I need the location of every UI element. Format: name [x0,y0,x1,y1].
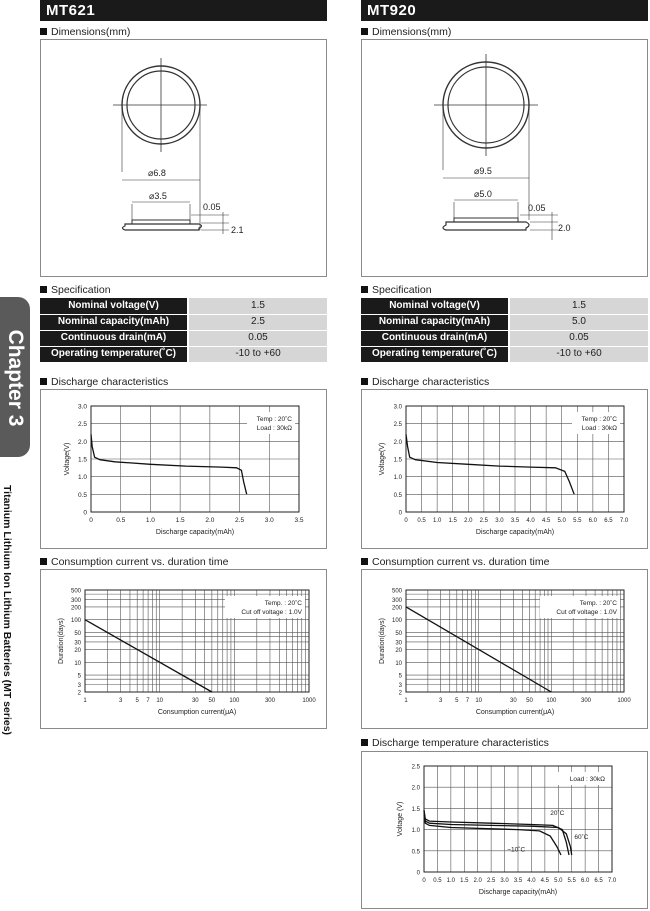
bullet-square-icon [361,378,368,385]
y-tick-label: 1.0 [77,474,87,482]
x-tick-label: 5 [455,698,459,704]
series-line [406,434,574,494]
dimensions-panel [40,39,327,277]
chart-annotation: Temp : 20˚C [581,416,617,423]
spec-label: Nominal voltage(V) [361,298,509,314]
x-tick-label: 1000 [617,698,631,704]
y-tick-label: 1.5 [411,806,420,813]
section-discharge-temp [361,737,549,750]
x-tick-label: 1.0 [432,518,442,524]
x-tick-label: 7.0 [607,878,617,884]
y-tick-label: 100 [391,618,402,625]
dimension-drawing [41,40,326,276]
chart-annotation: Load : 30kΩ [256,425,292,432]
spec-label: Operating temperature(˚C) [361,346,509,362]
y-tick-label: 300 [391,597,402,604]
bullet-square-icon [361,739,368,746]
x-tick-label: 1.5 [175,517,185,524]
spec-label: Nominal capacity(mAh) [361,314,509,330]
chart-annotation: Load : 30kΩ [569,776,605,783]
y-tick-label: 500 [70,588,81,595]
section-discharge [361,376,489,389]
consumption-chart [362,570,647,728]
spec-value: 2.5 [188,314,327,330]
x-tick-label: 30 [509,698,517,704]
x-tick-label: 10 [156,698,164,704]
model-column-mt920 [361,0,648,896]
x-tick-label: 7.0 [619,518,629,524]
spec-label: Nominal voltage(V) [40,298,188,314]
dim-height: 2.1 [231,225,244,235]
dim-inner-diameter: ⌀3.5 [149,191,167,201]
x-tick-label: 2.5 [486,878,496,884]
spec-row [40,314,327,330]
x-tick-label: 3 [118,698,123,704]
spec-label: Continuous drain(mA) [40,330,188,346]
y-tick-label: 5 [398,673,402,680]
y-tick-label: 20 [395,647,402,654]
bullet-square-icon [40,28,47,35]
series-label: −10˚C [507,846,526,854]
x-tick-label: 6.5 [604,518,613,524]
bullet-square-icon [40,558,47,565]
spec-label: Continuous drain(mA) [361,330,509,346]
x-tick-label: 1.5 [460,878,469,884]
spec-row [40,346,327,362]
x-tick-label: 3.5 [294,517,304,524]
y-tick-label: 0.5 [77,491,87,499]
spec-table [361,298,648,363]
discharge-chart-panel [361,389,648,549]
dim-outer-diameter: ⌀9.5 [474,166,492,176]
section-consumption [40,556,228,569]
discharge-chart [362,390,647,548]
y-tick-label: 30 [395,640,402,647]
x-tick-label: 10 [475,698,483,704]
chart-annotation: Cut off voltage : 1.0V [241,609,302,616]
y-tick-label: 100 [70,618,81,625]
y-axis-label: Voltage (V) [397,801,404,837]
bullet-square-icon [361,286,368,293]
y-tick-label: 3.0 [393,404,402,411]
y-tick-label: 10 [395,660,402,667]
x-tick-label: 1 [404,698,408,704]
spec-row [40,298,327,314]
section-dimensions [40,26,130,39]
y-tick-label: 2.5 [77,421,87,429]
x-tick-label: 3.0 [500,878,509,884]
spec-value: -10 to +60 [509,346,648,362]
x-tick-label: 7 [146,698,150,704]
x-tick-label: 100 [546,698,557,704]
x-tick-label: 3.0 [495,518,504,524]
section-dimensions [361,26,451,39]
x-tick-label: 5 [135,698,139,704]
section-title: Discharge characteristics [51,376,169,388]
x-tick-label: 100 [229,698,240,704]
y-tick-label: 2 [398,690,402,697]
x-axis-label: Consumption current(μA) [475,709,555,716]
chart-annotation: Load : 30kΩ [581,425,617,432]
x-tick-label: 3.5 [510,518,520,524]
x-tick-label: 0.5 [433,878,442,884]
x-tick-label: 2.0 [464,518,473,524]
x-axis-label: Discharge capacity(mAh) [155,529,235,536]
x-tick-label: 0 [89,517,93,524]
y-tick-label: 0 [416,870,420,877]
x-tick-label: 30 [191,698,199,704]
x-tick-label: 1.0 [446,878,456,884]
y-axis-label: Voltage(V) [64,442,71,476]
chart-annotation: Temp. : 20˚C [264,600,302,607]
dim-recess: 0.05 [528,203,546,213]
x-tick-label: 3.5 [513,878,523,884]
section-title: Specification [372,284,432,296]
x-tick-label: 0 [422,878,426,884]
x-tick-label: 2.0 [473,878,482,884]
x-tick-label: 0.5 [417,518,426,524]
series-line [424,811,561,856]
section-title: Dimensions(mm) [372,26,452,38]
spec-row [361,314,648,330]
x-tick-label: 300 [264,698,275,704]
spec-value: 1.5 [188,298,327,314]
dim-outer-diameter: ⌀6.8 [148,168,166,178]
y-tick-label: 200 [70,605,81,612]
spec-row [361,298,648,314]
y-tick-label: 2.5 [411,764,420,771]
spec-value: 1.5 [509,298,648,314]
discharge-temp-chart [362,752,647,908]
series-line [85,620,212,692]
series-line [424,811,569,856]
x-tick-label: 6.5 [594,878,603,884]
dimension-drawing [362,40,647,276]
x-tick-label: 4.5 [541,518,551,524]
spec-row [361,346,648,362]
section-title: Consumption current vs. duration time [51,556,229,568]
model-title: MT920 [361,0,648,21]
y-tick-label: 1.0 [393,475,402,482]
y-tick-label: 5 [77,673,81,680]
x-tick-label: 50 [526,698,533,704]
x-tick-label: 5.0 [554,878,563,884]
chart-annotation: Cut off voltage : 1.0V [556,609,617,616]
series-line [91,434,247,494]
spec-table [40,298,327,363]
dimensions-panel [361,39,648,277]
x-tick-label: 0.5 [116,517,126,524]
dim-recess: 0.05 [203,202,221,212]
section-specification [361,284,432,297]
model-column-mt621 [40,0,327,716]
chart-annotation: Temp. : 20˚C [579,600,617,607]
spec-label: Operating temperature(˚C) [40,346,188,362]
series-label: 20˚C [550,809,565,817]
x-tick-label: 4.0 [526,518,535,524]
x-tick-label: 5.5 [573,518,582,524]
x-tick-label: 50 [208,698,216,704]
y-tick-label: 3.0 [77,403,87,411]
y-tick-label: 1.0 [411,828,420,835]
x-axis-label: Consumption current(μA) [157,709,237,716]
bullet-square-icon [40,286,47,293]
spec-row [40,330,327,346]
y-tick-label: 200 [391,605,402,612]
y-tick-label: 2.0 [411,785,420,792]
discharge-chart-panel [40,389,327,549]
section-discharge [40,376,168,389]
y-tick-label: 2.0 [393,439,402,446]
y-tick-label: 1.5 [393,457,402,464]
x-tick-label: 4.0 [527,878,536,884]
discharge-chart [41,390,326,548]
y-tick-label: 2.5 [393,422,402,429]
side-title: Titanium Lithium Ion Lithium Batteries (MT series) [1,484,13,736]
x-tick-label: 300 [580,698,592,704]
x-tick-label: 3 [438,698,443,704]
series-line [424,811,572,856]
x-tick-label: 4.5 [540,878,550,884]
x-tick-label: 2.0 [205,517,215,524]
y-tick-label: 500 [391,588,402,595]
x-tick-label: 2.5 [235,517,245,524]
y-tick-label: 0 [398,510,402,517]
y-tick-label: 2.0 [77,438,87,446]
section-consumption [361,556,549,569]
section-title: Dimensions(mm) [51,26,131,38]
x-tick-label: 1.0 [145,517,155,524]
spec-label: Nominal capacity(mAh) [40,314,188,330]
section-specification [40,284,111,297]
model-title: MT621 [40,0,327,21]
consumption-chart [41,570,326,728]
x-axis-label: Discharge capacity(mAh) [478,889,558,896]
spec-row [361,330,648,346]
y-tick-label: 2 [77,690,81,697]
y-tick-label: 30 [74,640,81,647]
y-tick-label: 0 [83,509,87,517]
spec-value: 0.05 [188,330,327,346]
y-axis-label: Duration(days) [379,618,386,664]
y-tick-label: 300 [70,597,81,604]
section-title: Discharge temperature characteristics [372,737,549,749]
x-tick-label: 1 [83,698,87,704]
series-label: 60˚C [574,833,589,841]
cell-body-shape [123,224,202,230]
x-tick-label: 1.5 [448,518,457,524]
x-tick-label: 6.0 [580,878,590,884]
x-axis-label: Discharge capacity(mAh) [475,529,555,536]
x-tick-label: 6.0 [588,518,598,524]
y-axis-label: Voltage(V) [379,442,386,476]
chapter-label: Chapter 3 [4,329,27,427]
spec-value: 0.05 [509,330,648,346]
x-tick-label: 5.5 [567,878,576,884]
y-tick-label: 0.5 [411,849,420,856]
dim-inner-diameter: ⌀5.0 [474,189,492,199]
y-tick-label: 3 [77,683,81,690]
consumption-chart-panel [361,569,648,729]
y-tick-label: 50 [74,631,81,638]
chart-annotation: Temp : 20˚C [256,416,292,423]
x-tick-label: 2.5 [479,518,489,524]
y-tick-label: 10 [74,660,81,667]
y-tick-label: 1.5 [77,456,87,464]
y-tick-label: 0.5 [393,492,402,499]
y-tick-label: 50 [395,631,402,638]
spec-value: 5.0 [509,314,648,330]
dim-height: 2.0 [558,223,571,233]
x-tick-label: 1000 [302,698,316,704]
section-title: Discharge characteristics [372,376,490,388]
x-tick-label: 5.0 [557,518,566,524]
y-tick-label: 3 [398,683,402,690]
bullet-square-icon [361,558,368,565]
y-axis-label: Duration(days) [58,618,65,664]
section-title: Specification [51,284,111,296]
discharge-temp-chart-panel [361,751,648,909]
section-title: Consumption current vs. duration time [372,556,550,568]
x-tick-label: 7 [465,698,470,704]
bullet-square-icon [361,28,368,35]
x-tick-label: 3.0 [264,517,274,524]
cell-body-shape [443,222,529,230]
bullet-square-icon [40,378,47,385]
x-tick-label: 0 [404,518,408,524]
spec-value: -10 to +60 [188,346,327,362]
consumption-chart-panel [40,569,327,729]
y-tick-label: 20 [74,647,81,654]
